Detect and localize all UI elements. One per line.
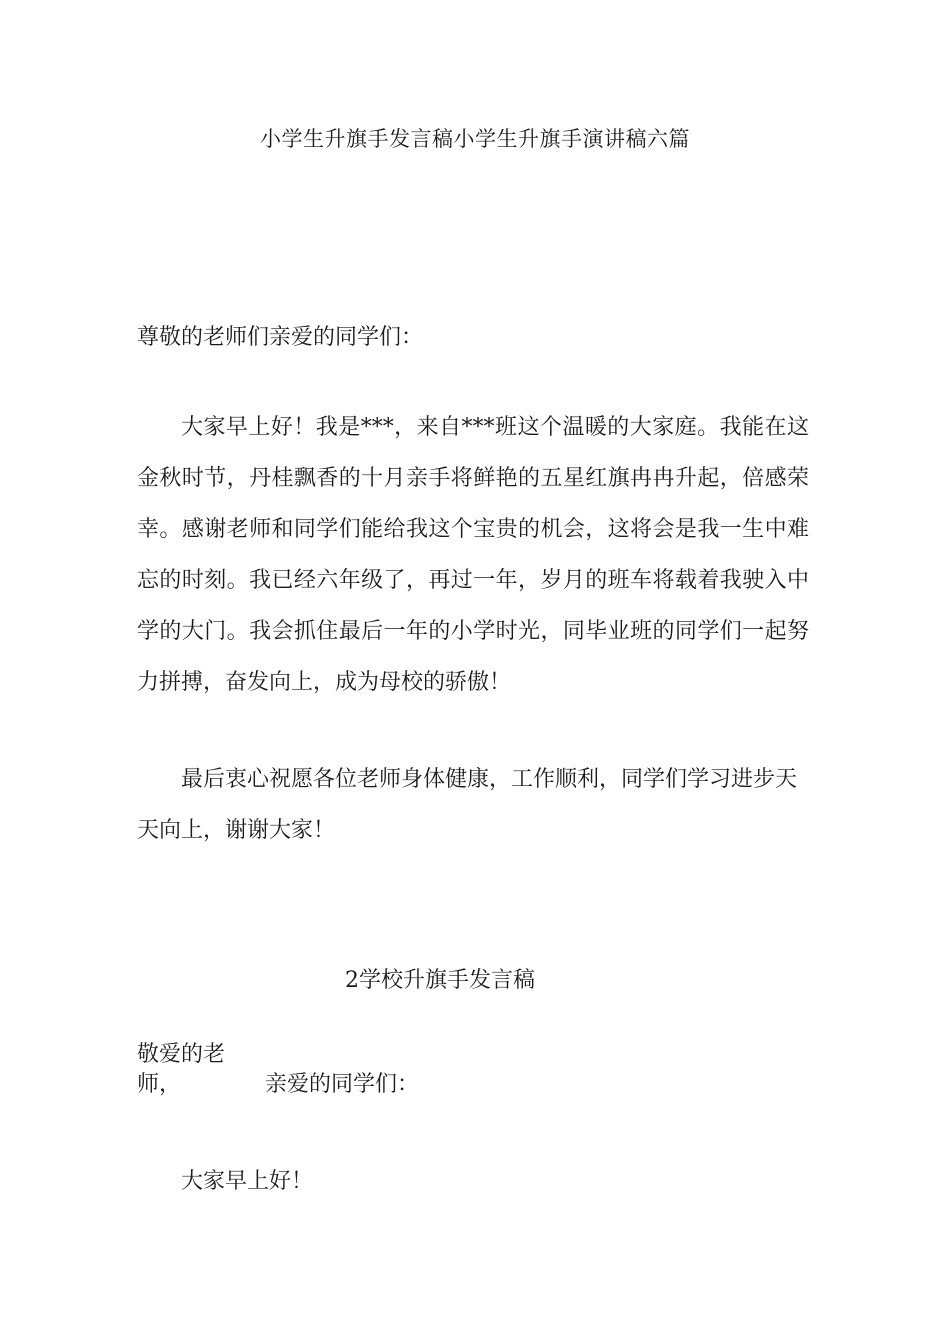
document-title: 小学生升旗手发言稿小学生升旗手演讲稿六篇 bbox=[260, 127, 690, 151]
body-paragraph: 大家早上好！我是***，来自***班这个温暖的大家庭。我能在这金秋时节，丹桂飘香的十月亲手将鲜艳的五星红旗冉冉升起，倍感荣幸。感谢老师和同学们能给我这个宝贵的机会，这将会是我一生中难忘的时刻。我已经六年级了，再过一年，岁月的班车将载着我驶入中学的大门。我会抓住最后一年的小学时光，同毕业班的同学们一起努力拼搏，奋发向上，成为母校的骄傲！ bbox=[137, 415, 809, 695]
greeting: 大家早上好！ bbox=[181, 1169, 314, 1194]
salutation: 尊敬的老师们亲爱的同学们： bbox=[137, 325, 424, 350]
salutation-line-1: 敬爱的老 bbox=[137, 1042, 226, 1067]
salutation-line-2: 师， bbox=[137, 1072, 182, 1097]
section-heading: 2学校升旗手发言稿 bbox=[345, 968, 535, 993]
closing-paragraph: 最后衷心祝愿各位老师身体健康，工作顺利，同学们学习进步天天向上，谢谢大家！ bbox=[137, 767, 798, 843]
salutation-students: 亲爱的同学们： bbox=[265, 1072, 420, 1097]
